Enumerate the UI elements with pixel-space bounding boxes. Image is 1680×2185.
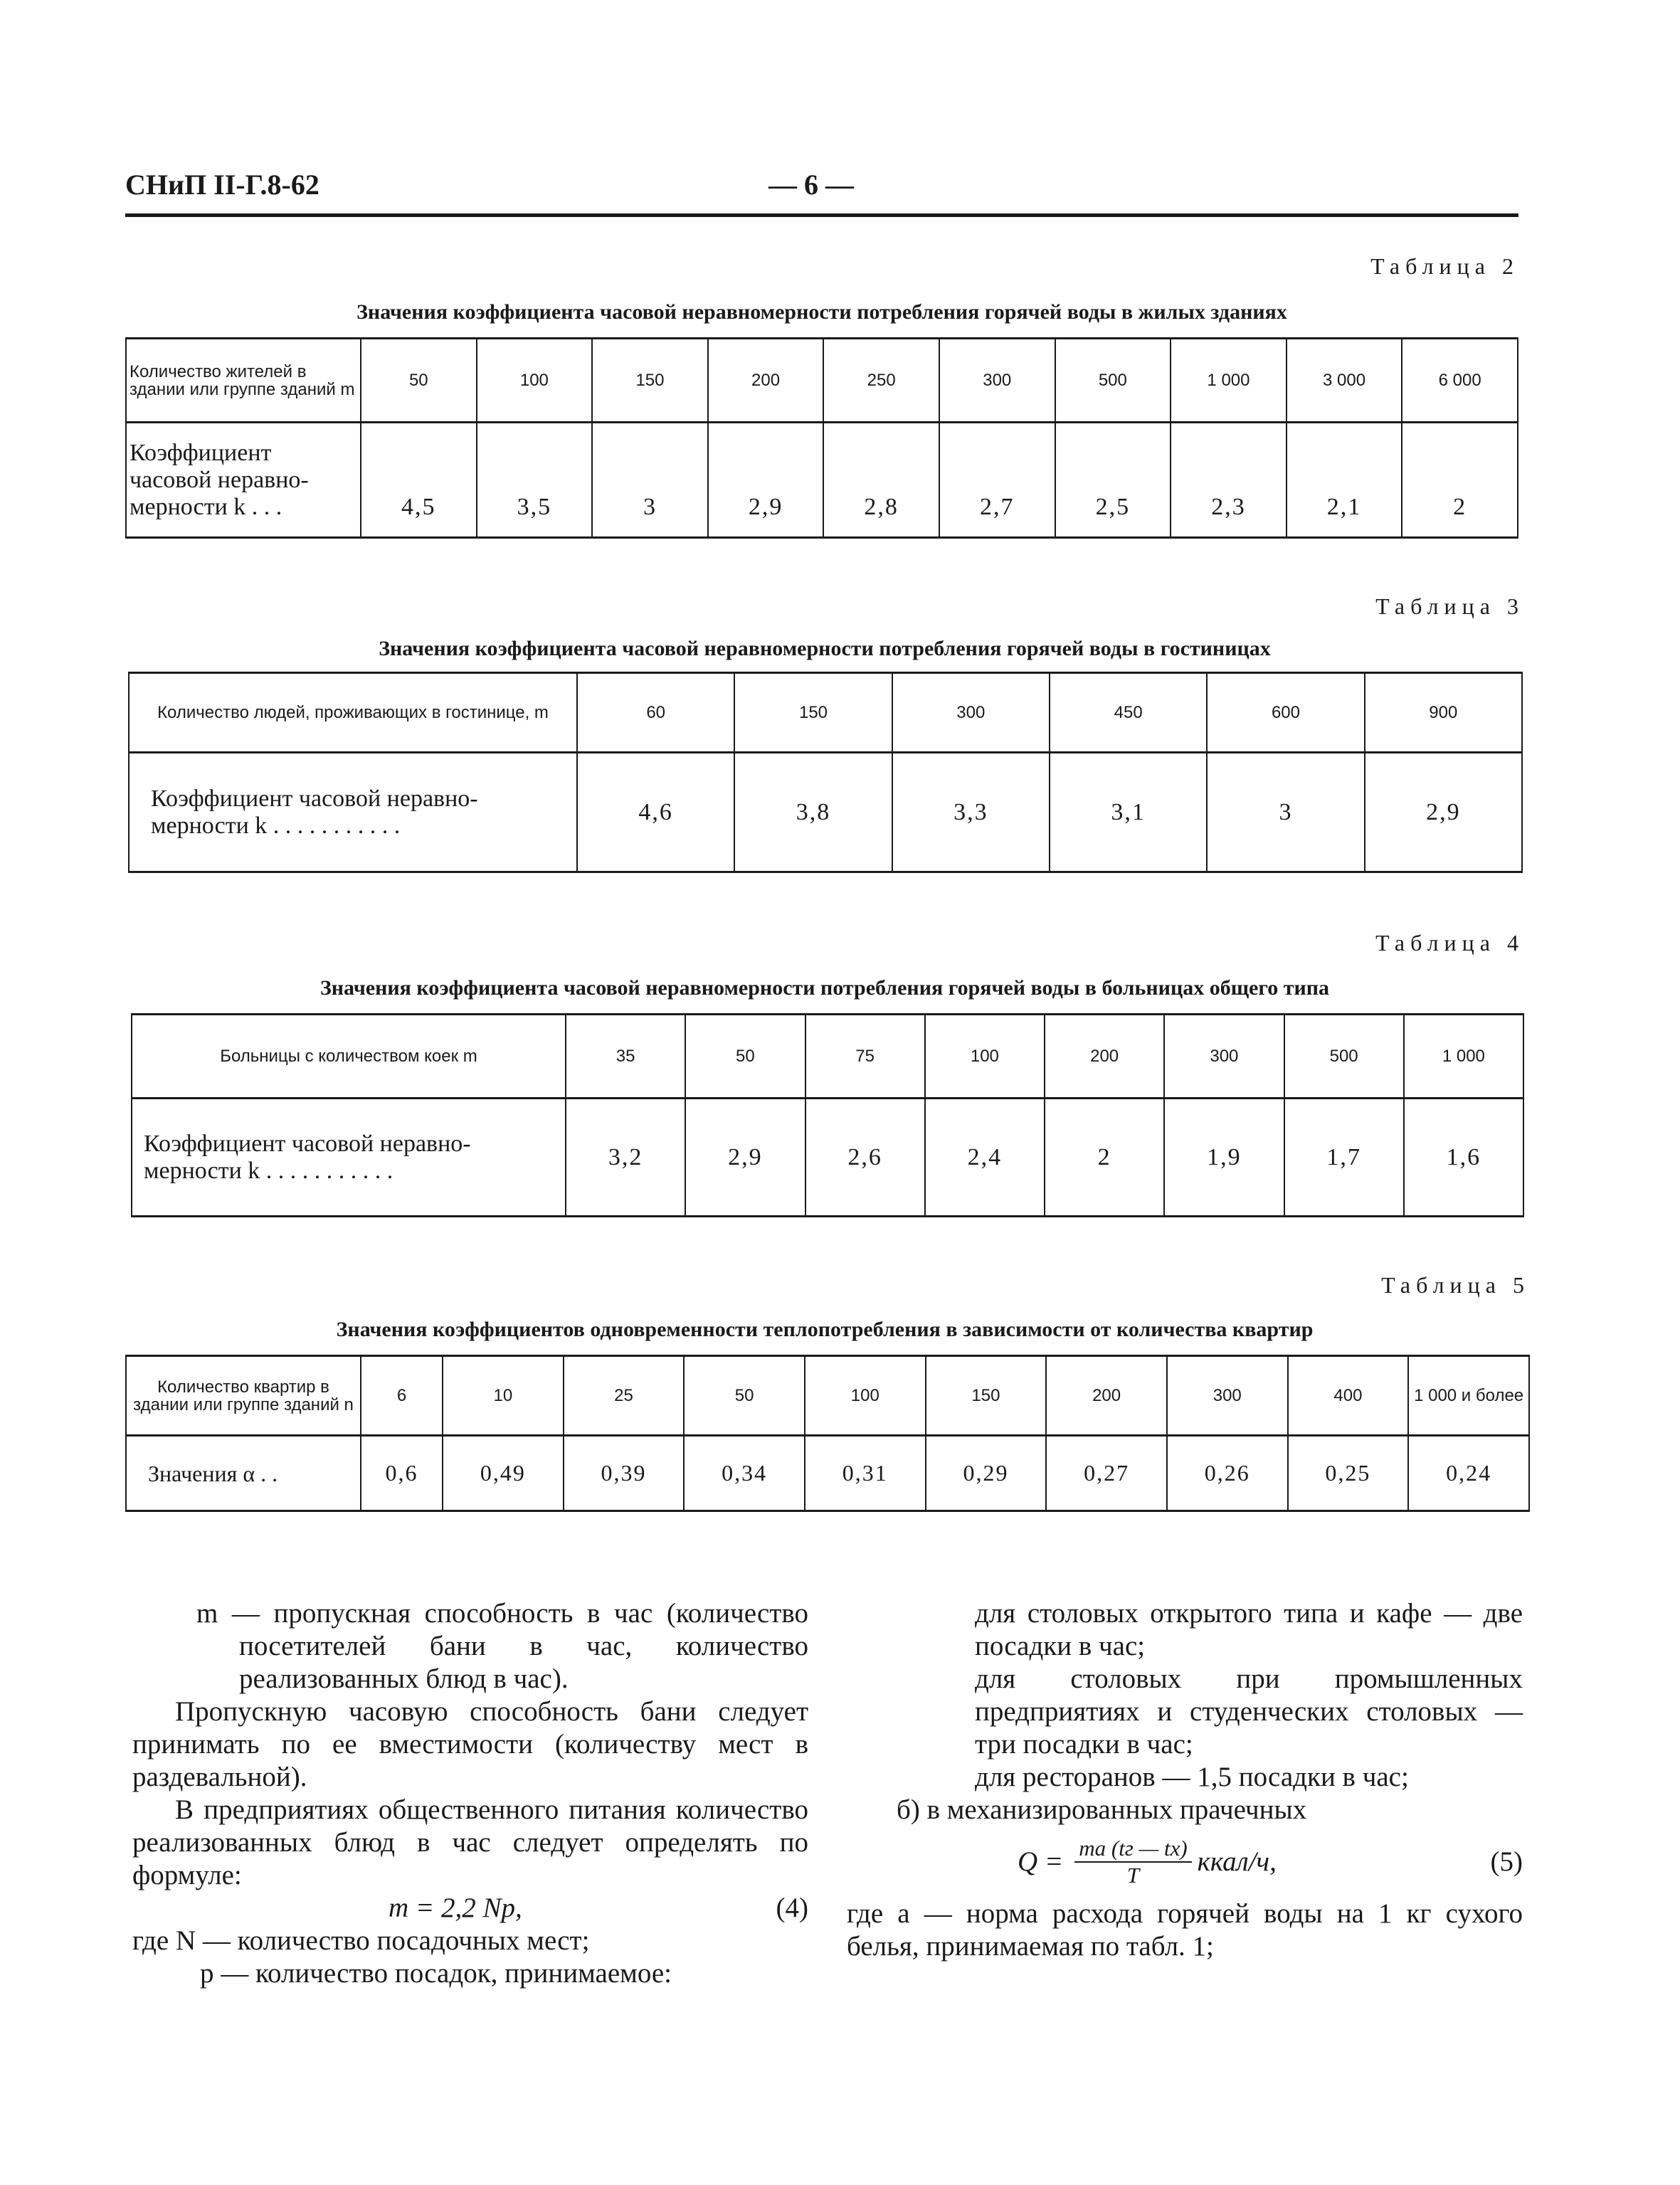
list-open-canteens: для столовых открытого типа и кафе — две посадки в час; — [975, 1598, 1523, 1661]
table-2-col: 200 — [708, 339, 824, 423]
list-restaurants: для ресторанов — 1,5 посадки в час; — [975, 1762, 1409, 1792]
table-4-value: 1,6 — [1404, 1099, 1523, 1217]
table-2-value: 2,5 — [1055, 423, 1171, 538]
formula-4 — [132, 1892, 808, 1925]
table-2-col: 3 000 — [1287, 339, 1402, 423]
table-5-col: 150 — [926, 1356, 1047, 1436]
table-2-value: 2,9 — [708, 423, 824, 538]
table-3-value: 3 — [1207, 753, 1364, 872]
formula-5-lhs: Q = — [1018, 1846, 1064, 1877]
table-5-col: 6 — [361, 1356, 443, 1436]
table-3-row-label: Коэффициент часовой неравно-мерности k . . . . . . . . . . . — [151, 785, 478, 839]
table-5-value: 0,29 — [926, 1436, 1047, 1511]
table-4-col: 100 — [925, 1015, 1045, 1099]
table-2-col: 1 000 — [1171, 339, 1287, 423]
table-2-value: 4,5 — [361, 423, 477, 538]
table-5-value: 0,6 — [361, 1436, 443, 1511]
page-number: — 6 — — [768, 169, 854, 201]
table-4-col: 50 — [685, 1015, 805, 1099]
table-4-col: 75 — [805, 1015, 925, 1099]
table-5-col: 300 — [1167, 1356, 1288, 1436]
paragraph-capacity: Пропускную часовую способность бани следует принимать по ее вместимости (количеству мест в раздевальной). — [132, 1696, 808, 1792]
table-5-col: 100 — [805, 1356, 926, 1436]
formula-5-number: (5) — [1490, 1846, 1523, 1877]
table-4-col: 300 — [1164, 1015, 1284, 1099]
table-2 — [125, 337, 1518, 539]
table-2-col: 300 — [939, 339, 1055, 423]
table-2-col: 150 — [592, 339, 708, 423]
table-4-value: 2,6 — [805, 1099, 925, 1217]
table-4-col: 200 — [1045, 1015, 1164, 1099]
table-4-caption: Значения коэффициента часовой неравномерности потребления горячей воды в больницах общего типа — [319, 976, 1330, 1000]
table-4-value: 2,9 — [685, 1099, 805, 1217]
where-a: где a — норма расхода горячей воды на 1 кг сухого белья, принимаемая по табл. 1; — [847, 1898, 1523, 1962]
left-text-column — [132, 1597, 808, 1990]
where-n: где N — количество посадочных мест; — [132, 1925, 590, 1956]
table-3-caption: Значения коэффициента часовой неравномерности потребления горячей воды в гостиницах — [379, 637, 1271, 660]
table-4-value: 1,9 — [1164, 1099, 1284, 1217]
table-4 — [131, 1013, 1524, 1217]
table-4-row-label: Коэффициент часовой неравно-мерности k . . . . . . . . . . . — [144, 1130, 471, 1184]
table-2-col: 500 — [1055, 339, 1171, 423]
where-p: p — количество посадок, принимаемое: — [200, 1958, 672, 1989]
table-2-value: 2,8 — [823, 423, 939, 538]
table-2-col: 250 — [823, 339, 939, 423]
formula-4-number: (4) — [776, 1893, 808, 1923]
table-2-caption: Значения коэффициента часовой неравномерности потребления горячей воды в жилых зданиях — [356, 300, 1287, 324]
table-2-value: 2,3 — [1171, 423, 1287, 538]
table-5-col: 400 — [1288, 1356, 1409, 1436]
table-2-value: 2 — [1402, 423, 1518, 538]
table-3-col: 60 — [577, 673, 734, 753]
table-4-value: 1,7 — [1284, 1099, 1404, 1217]
table-5-value: 0,34 — [684, 1436, 805, 1511]
table-4-col: 500 — [1284, 1015, 1404, 1099]
table-2-value: 2,1 — [1287, 423, 1402, 538]
table-3-value: 4,6 — [577, 753, 734, 872]
table-3-value: 3,8 — [734, 753, 892, 872]
table-5-caption: Значения коэффициентов одновременности теплопотребления в зависимости от количества квартир — [336, 1318, 1314, 1341]
table-5-value: 0,39 — [564, 1436, 685, 1511]
table-3-value: 2,9 — [1365, 753, 1522, 872]
header-rule — [125, 213, 1518, 217]
table-5-value: 0,27 — [1046, 1436, 1167, 1511]
table-5-value: 0,25 — [1288, 1436, 1409, 1511]
formula-4-expression: m = 2,2 Np, — [389, 1893, 522, 1923]
table-3-col: 450 — [1050, 673, 1207, 753]
table-4-value: 3,2 — [566, 1099, 685, 1217]
table-2-row-label: Коэффициент часовой неравно-мерности k . . . — [130, 439, 309, 520]
table-5-number: Таблица 5 — [1381, 1272, 1530, 1298]
table-2-number: Таблица 2 — [1370, 253, 1519, 279]
formula-5-unit: ккал/ч, — [1197, 1846, 1277, 1877]
paragraph-catering: В предприятиях общественного питания количество реализованных блюд в час следует определять по формуле: — [132, 1794, 808, 1890]
table-3-row-header: Количество людей, проживающих в гостинице, m — [129, 673, 577, 753]
list-industrial-canteens: для столовых при промышленных предприятиях и студенческих столовых — три посадки в час; — [975, 1663, 1523, 1760]
table-2-value: 2,7 — [939, 423, 1055, 538]
table-3-col: 900 — [1365, 673, 1522, 753]
table-3 — [128, 672, 1523, 873]
table-5-col: 1 000 и более — [1408, 1356, 1529, 1436]
table-2-row-header: Количество жителей в здании или группе зданий m — [126, 339, 361, 423]
item-b-laundries: б) в механизированных прачечных — [897, 1794, 1307, 1825]
table-2-col: 100 — [477, 339, 593, 423]
table-5-col: 10 — [443, 1356, 564, 1436]
formula-5-denominator: T — [1126, 1863, 1140, 1888]
definition-m: m — пропускная способность в час (количество посетителей бани в час, количество реализованных блюд в час). — [196, 1598, 808, 1694]
table-4-row-header: Больницы с количеством коек m — [132, 1015, 566, 1099]
table-5-value: 0,49 — [443, 1436, 564, 1511]
table-5-col: 50 — [684, 1356, 805, 1436]
right-text-column — [847, 1597, 1523, 1963]
table-3-col: 300 — [892, 673, 1050, 753]
table-4-value: 2,4 — [925, 1099, 1045, 1217]
table-3-number: Таблица 3 — [1375, 593, 1524, 619]
table-5 — [125, 1355, 1530, 1512]
table-2-value: 3,5 — [477, 423, 593, 538]
table-4-number: Таблица 4 — [1375, 930, 1524, 956]
table-2-value: 3 — [592, 423, 708, 538]
table-4-value: 2 — [1045, 1099, 1164, 1217]
table-5-value: 0,26 — [1167, 1436, 1288, 1511]
table-5-value: 0,31 — [805, 1436, 926, 1511]
formula-5 — [847, 1826, 1523, 1898]
table-2-col: 6 000 — [1402, 339, 1518, 423]
table-3-value: 3,1 — [1050, 753, 1207, 872]
document-code: СНиП II-Г.8-62 — [125, 169, 319, 201]
table-3-value: 3,3 — [892, 753, 1050, 872]
table-4-col: 1 000 — [1404, 1015, 1523, 1099]
table-5-col: 200 — [1046, 1356, 1167, 1436]
table-5-row-header: Количество квартир в здании или группе зданий n — [126, 1356, 361, 1436]
formula-5-numerator: ma (tг — tх) — [1074, 1836, 1191, 1863]
table-3-col: 150 — [734, 673, 892, 753]
table-3-col: 600 — [1207, 673, 1364, 753]
formula-5-fraction — [1074, 1836, 1191, 1888]
table-2-col: 50 — [361, 339, 477, 423]
table-4-col: 35 — [566, 1015, 685, 1099]
table-5-value: 0,24 — [1408, 1436, 1529, 1511]
table-5-col: 25 — [564, 1356, 685, 1436]
table-5-row-label: Значения α . . — [148, 1460, 278, 1486]
